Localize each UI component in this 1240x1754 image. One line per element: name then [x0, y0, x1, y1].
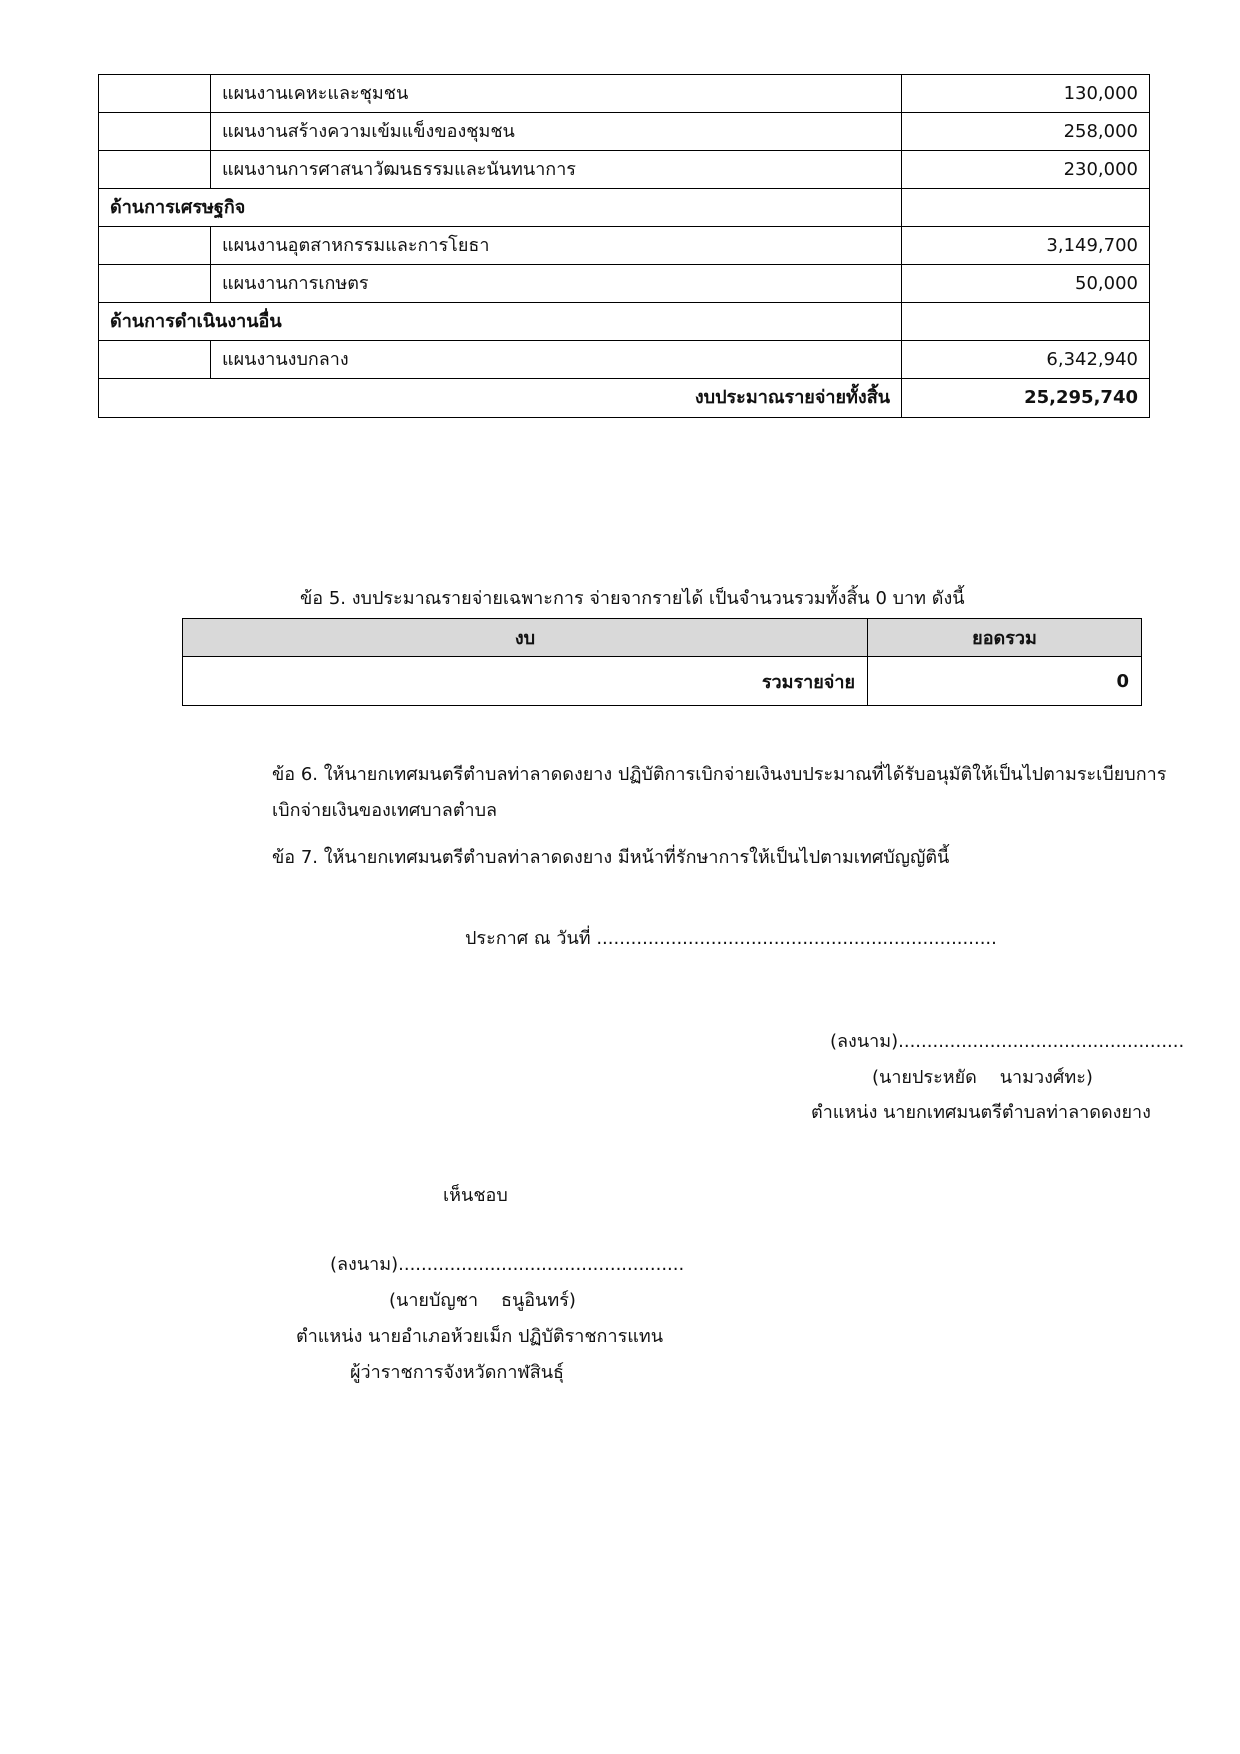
plan-label: แผนงานงบกลาง	[211, 341, 902, 379]
district-chief-name: (นายบัญชา ธนูอินทร์)	[389, 1290, 576, 1311]
table-row	[99, 341, 1150, 379]
column-header-total: ยอดรวม	[868, 619, 1142, 657]
row-indent-cell	[99, 151, 211, 189]
section-amount-empty	[902, 189, 1150, 227]
section-row	[99, 303, 1150, 341]
mayor-name: (นายประหยัด นามวงศ์ทะ)	[872, 1067, 1093, 1088]
approval-label: เห็นชอบ	[443, 1185, 508, 1206]
budget-plan-table-body	[99, 75, 1150, 379]
clause-5-text: ข้อ 5. งบประมาณรายจ่ายเฉพาะการ จ่ายจากรายได้ เป็นจำนวนรวมทั้งสิ้น 0 บาท ดังนี้	[300, 588, 965, 609]
special-budget-table	[182, 618, 1142, 706]
table-row	[99, 265, 1150, 303]
sum-label: รวมรายจ่าย	[183, 657, 868, 706]
plan-label: แผนงานการศาสนาวัฒนธรรมและนันทนาการ	[211, 151, 902, 189]
plan-label: แผนงานอุตสาหกรรมและการโยธา	[211, 227, 902, 265]
budget-plan-table	[98, 74, 1150, 418]
section-label: ด้านการเศรษฐกิจ	[99, 189, 902, 227]
plan-amount: 258,000	[902, 113, 1150, 151]
plan-amount: 3,149,700	[902, 227, 1150, 265]
mayor-signature-line: (ลงนาม)..................................................	[830, 1031, 1185, 1052]
column-header-budget: งบ	[183, 619, 868, 657]
plan-amount: 50,000	[902, 265, 1150, 303]
row-indent-cell	[99, 227, 211, 265]
row-indent-cell	[99, 341, 211, 379]
clause-6-line-1: ข้อ 6. ให้นายกเทศมนตรีตำบลท่าลาดดงยาง ปฏิบัติการเบิกจ่ายเงินงบประมาณที่ได้รับอนุมัติให้เป็นไปตามระเบียบการ	[272, 764, 1167, 785]
budget-total-label: งบประมาณรายจ่ายทั้งสิ้น	[99, 379, 902, 418]
plan-label: แผนงานการเกษตร	[211, 265, 902, 303]
plan-amount: 230,000	[902, 151, 1150, 189]
special-budget-sum-row	[183, 657, 1142, 706]
district-chief-position: ตำแหน่ง นายอำเภอห้วยเม็ก ปฏิบัติราชการแทน	[296, 1326, 664, 1347]
plan-label: แผนงานสร้างความเข้มแข็งของชุมชน	[211, 113, 902, 151]
plan-label: แผนงานเคหะและชุมชน	[211, 75, 902, 113]
plan-amount: 130,000	[902, 75, 1150, 113]
section-label: ด้านการดำเนินงานอื่น	[99, 303, 902, 341]
clause-6-line-2: เบิกจ่ายเงินของเทศบาลตำบล	[272, 800, 498, 821]
special-budget-header-row	[183, 619, 1142, 657]
budget-total-row	[99, 379, 1150, 418]
district-chief-position-governor: ผู้ว่าราชการจังหวัดกาฬสินธุ์	[350, 1362, 565, 1383]
row-indent-cell	[99, 265, 211, 303]
sum-value: 0	[868, 657, 1142, 706]
table-row	[99, 151, 1150, 189]
plan-amount: 6,342,940	[902, 341, 1150, 379]
table-row	[99, 75, 1150, 113]
row-indent-cell	[99, 75, 211, 113]
section-row	[99, 189, 1150, 227]
table-row	[99, 113, 1150, 151]
row-indent-cell	[99, 113, 211, 151]
district-chief-signature-line: (ลงนาม)..................................................	[330, 1254, 685, 1275]
section-amount-empty	[902, 303, 1150, 341]
clause-7-text: ข้อ 7. ให้นายกเทศมนตรีตำบลท่าลาดดงยาง มีหน้าที่รักษาการให้เป็นไปตามเทศบัญญัตินี้	[272, 847, 950, 868]
budget-total-amount: 25,295,740	[902, 379, 1150, 418]
table-row	[99, 227, 1150, 265]
mayor-position: ตำแหน่ง นายกเทศมนตรีตำบลท่าลาดดงยาง	[811, 1102, 1151, 1123]
announcement-date: ประกาศ ณ วันที่ ......................................................................	[465, 928, 997, 949]
